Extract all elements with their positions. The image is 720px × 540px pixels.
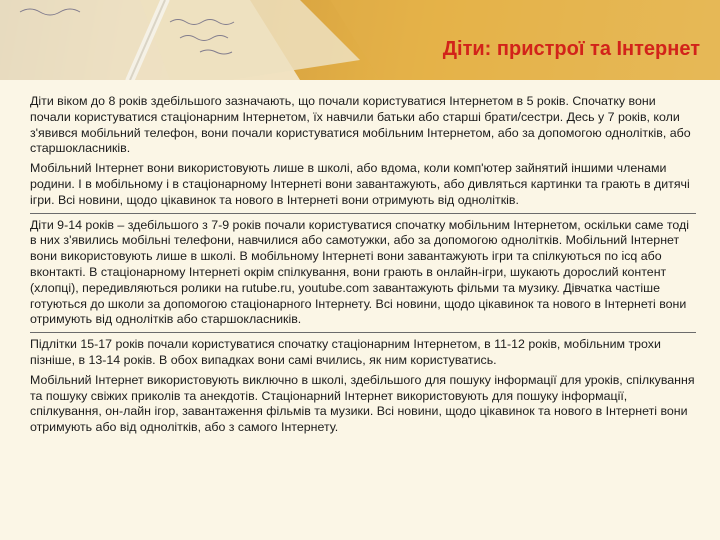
paragraph-age-9-14: Діти 9-14 років – здебільшого з 7-9 років почали користуватися спочатку мобільним Інтернетом, оскільки саме тоді в них з'явились мобільні телефони, навчилися або самотужки, або за допомогою однолітків. Мобільний Інтернет вони використовують лише в школі. В мобільному Інтернеті вони завантажують ігри та спілкуються по icq або вконтакті. В стаціонарному Інтернеті окрім спілкування, вони грають в онлайн-ігри, шукають дорослий контент (хлопці), передивляються ролики на rutube.ru, youtube.com завантажують фільми та музику. Дівчатка частіше готуються до школи за допомогою стаціонарного Інтернету. Всі новини, щодо цікавинок та нового в Інтернеті вони отримують від однолітків або старшокласників. <box>30 217 689 327</box>
paragraph-intro: Діти віком до 8 років здебільшого зазначають, що почали користуватися Інтернетом в 5 років. Спочатку вони почали користуватися стаціонарним Інтернетом, їх навчили батьки або старші брати/сестри. Десь у 7 років, коли з'явився мобільний телефон, вони почали користуватися мобільним Інтернетом, або за допомогою однолітків, або старшокласників. <box>30 94 691 156</box>
divider <box>30 213 696 214</box>
body-text <box>30 94 696 440</box>
paragraph-teens-start: Підлітки 15-17 років почали користуватися спочатку стаціонарним Інтернетом, в 11-12 років, мобільним трохи пізніше, в 13-14 років. В обох випадках вони самі вчились, як ним користуватись. <box>30 337 661 367</box>
paper-sheet-back <box>140 0 360 80</box>
header-banner <box>0 0 720 80</box>
paragraph-teens-use: Мобільний Інтернет використовують виключно в школі, здебільшого для пошуку інформації для уроків, спілкування та пошуку свіжих приколів та анекдотів. Стаціонарний Інтернет використовують для пошуку інформації, спілкування, он-лайн ігор, завантаження фільмів та музики. Всі новини, щодо цікавинок та нового в Інтернеті вони отримують або від однолітків, або з самого Інтернету. <box>30 372 695 435</box>
divider <box>30 332 696 333</box>
paragraph-mobile-use: Мобільний Інтернет вони використовують лише в школі, або вдома, коли комп'ютер зайнятий іншими членами родини. І в мобільному і в стаціонарному Інтернеті вони завантажують, або дивляться картинки та грають в дитячі ігри. Всі новини, щодо цікавинок та нового в Інтернеті вони отримують від однолітків. <box>30 161 690 207</box>
page-title: Діти: пристрої та Інтернет <box>442 38 700 60</box>
